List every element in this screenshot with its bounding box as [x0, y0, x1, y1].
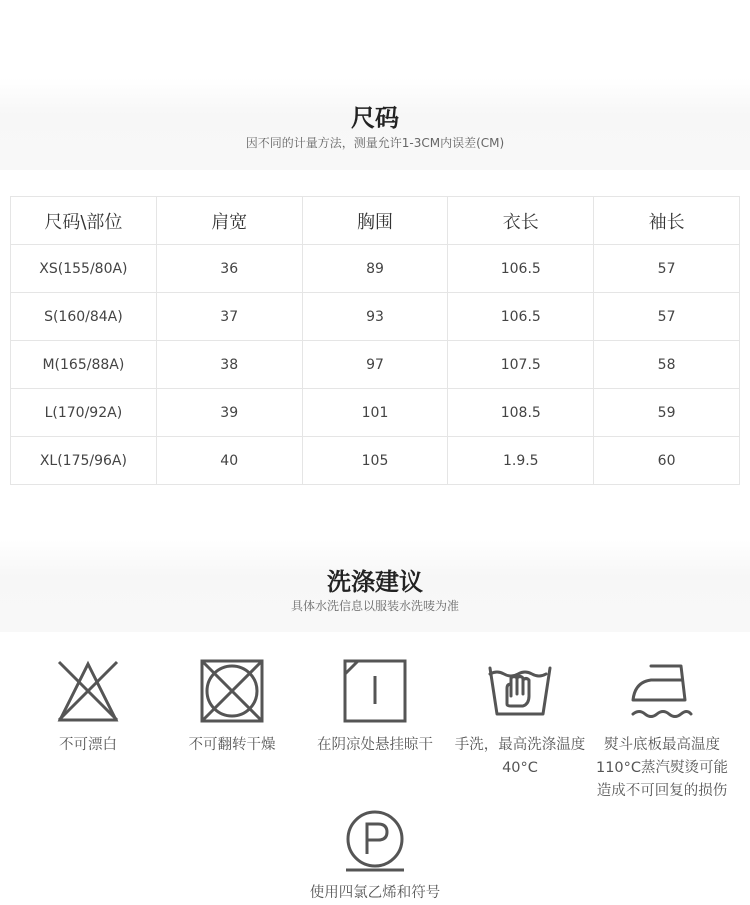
- header-cell: 袖长: [594, 197, 740, 245]
- size-section-title: 尺码: [351, 104, 399, 132]
- table-cell: 105: [302, 437, 448, 485]
- table-cell: 57: [594, 245, 740, 293]
- table-cell: L(170/92A): [11, 389, 157, 437]
- table-cell: 58: [594, 341, 740, 389]
- table-cell: 57: [594, 293, 740, 341]
- table-cell: 97: [302, 341, 448, 389]
- table-row: [11, 341, 740, 389]
- care-section-title: 洗涤建议: [327, 568, 423, 596]
- care-item-drip-dry-shade: [310, 658, 440, 757]
- header-cell: 尺码\部位: [11, 197, 157, 245]
- no-bleach-icon: [55, 658, 121, 724]
- care-item-hand-wash: [448, 658, 592, 780]
- table-cell: 60: [594, 437, 740, 485]
- header-cell: 衣长: [448, 197, 594, 245]
- care-section-subtitle: 具体水洗信息以服装水洗唛为准: [290, 599, 459, 613]
- table-cell: 40: [156, 437, 302, 485]
- table-cell: 107.5: [448, 341, 594, 389]
- table-row: [11, 245, 740, 293]
- table-cell: 36: [156, 245, 302, 293]
- care-item-no-bleach: [28, 658, 148, 757]
- table-cell: XL(175/96A): [11, 437, 157, 485]
- table-cell: 106.5: [448, 293, 594, 341]
- dry-clean-p-icon: [342, 806, 408, 872]
- table-cell: M(165/88A): [11, 341, 157, 389]
- care-label: 在阴凉处悬挂晾干: [317, 737, 433, 753]
- table-cell: 108.5: [448, 389, 594, 437]
- table-cell: 59: [594, 389, 740, 437]
- size-section-subtitle: 因不同的计量方法，测量允许1-3CM内误差(CM): [245, 136, 505, 150]
- table-cell: 38: [156, 341, 302, 389]
- table-header-row: [11, 197, 740, 245]
- care-label: 使用四氯乙烯和符号: [309, 885, 441, 901]
- care-label: 不可漂白: [59, 737, 117, 753]
- table-row: [11, 437, 740, 485]
- table-row: [11, 389, 740, 437]
- table-cell: 1.9.5: [448, 437, 594, 485]
- table-cell: 93: [302, 293, 448, 341]
- table-cell: 101: [302, 389, 448, 437]
- care-label: 手洗，最高洗涤温度40°C: [454, 737, 586, 776]
- iron-icon: [629, 658, 695, 724]
- table-cell: 39: [156, 389, 302, 437]
- care-item-dry-clean: [296, 806, 454, 905]
- care-item-iron: [590, 658, 734, 803]
- table-row: [11, 293, 740, 341]
- header-cell: 胸围: [302, 197, 448, 245]
- drip-dry-shade-icon: [342, 658, 408, 724]
- size-table: [10, 196, 740, 485]
- table-cell: S(160/84A): [11, 293, 157, 341]
- care-label: 熨斗底板最高温度110°C蒸汽熨烫可能造成不可回复的损伤: [595, 737, 729, 799]
- table-cell: 89: [302, 245, 448, 293]
- header-cell: 肩宽: [156, 197, 302, 245]
- table-cell: 106.5: [448, 245, 594, 293]
- table-cell: 37: [156, 293, 302, 341]
- table-cell: XS(155/80A): [11, 245, 157, 293]
- care-label: 不可翻转干燥: [188, 737, 276, 753]
- no-tumble-dry-icon: [199, 658, 265, 724]
- care-item-no-tumble-dry: [172, 658, 292, 757]
- hand-wash-icon: [487, 658, 553, 724]
